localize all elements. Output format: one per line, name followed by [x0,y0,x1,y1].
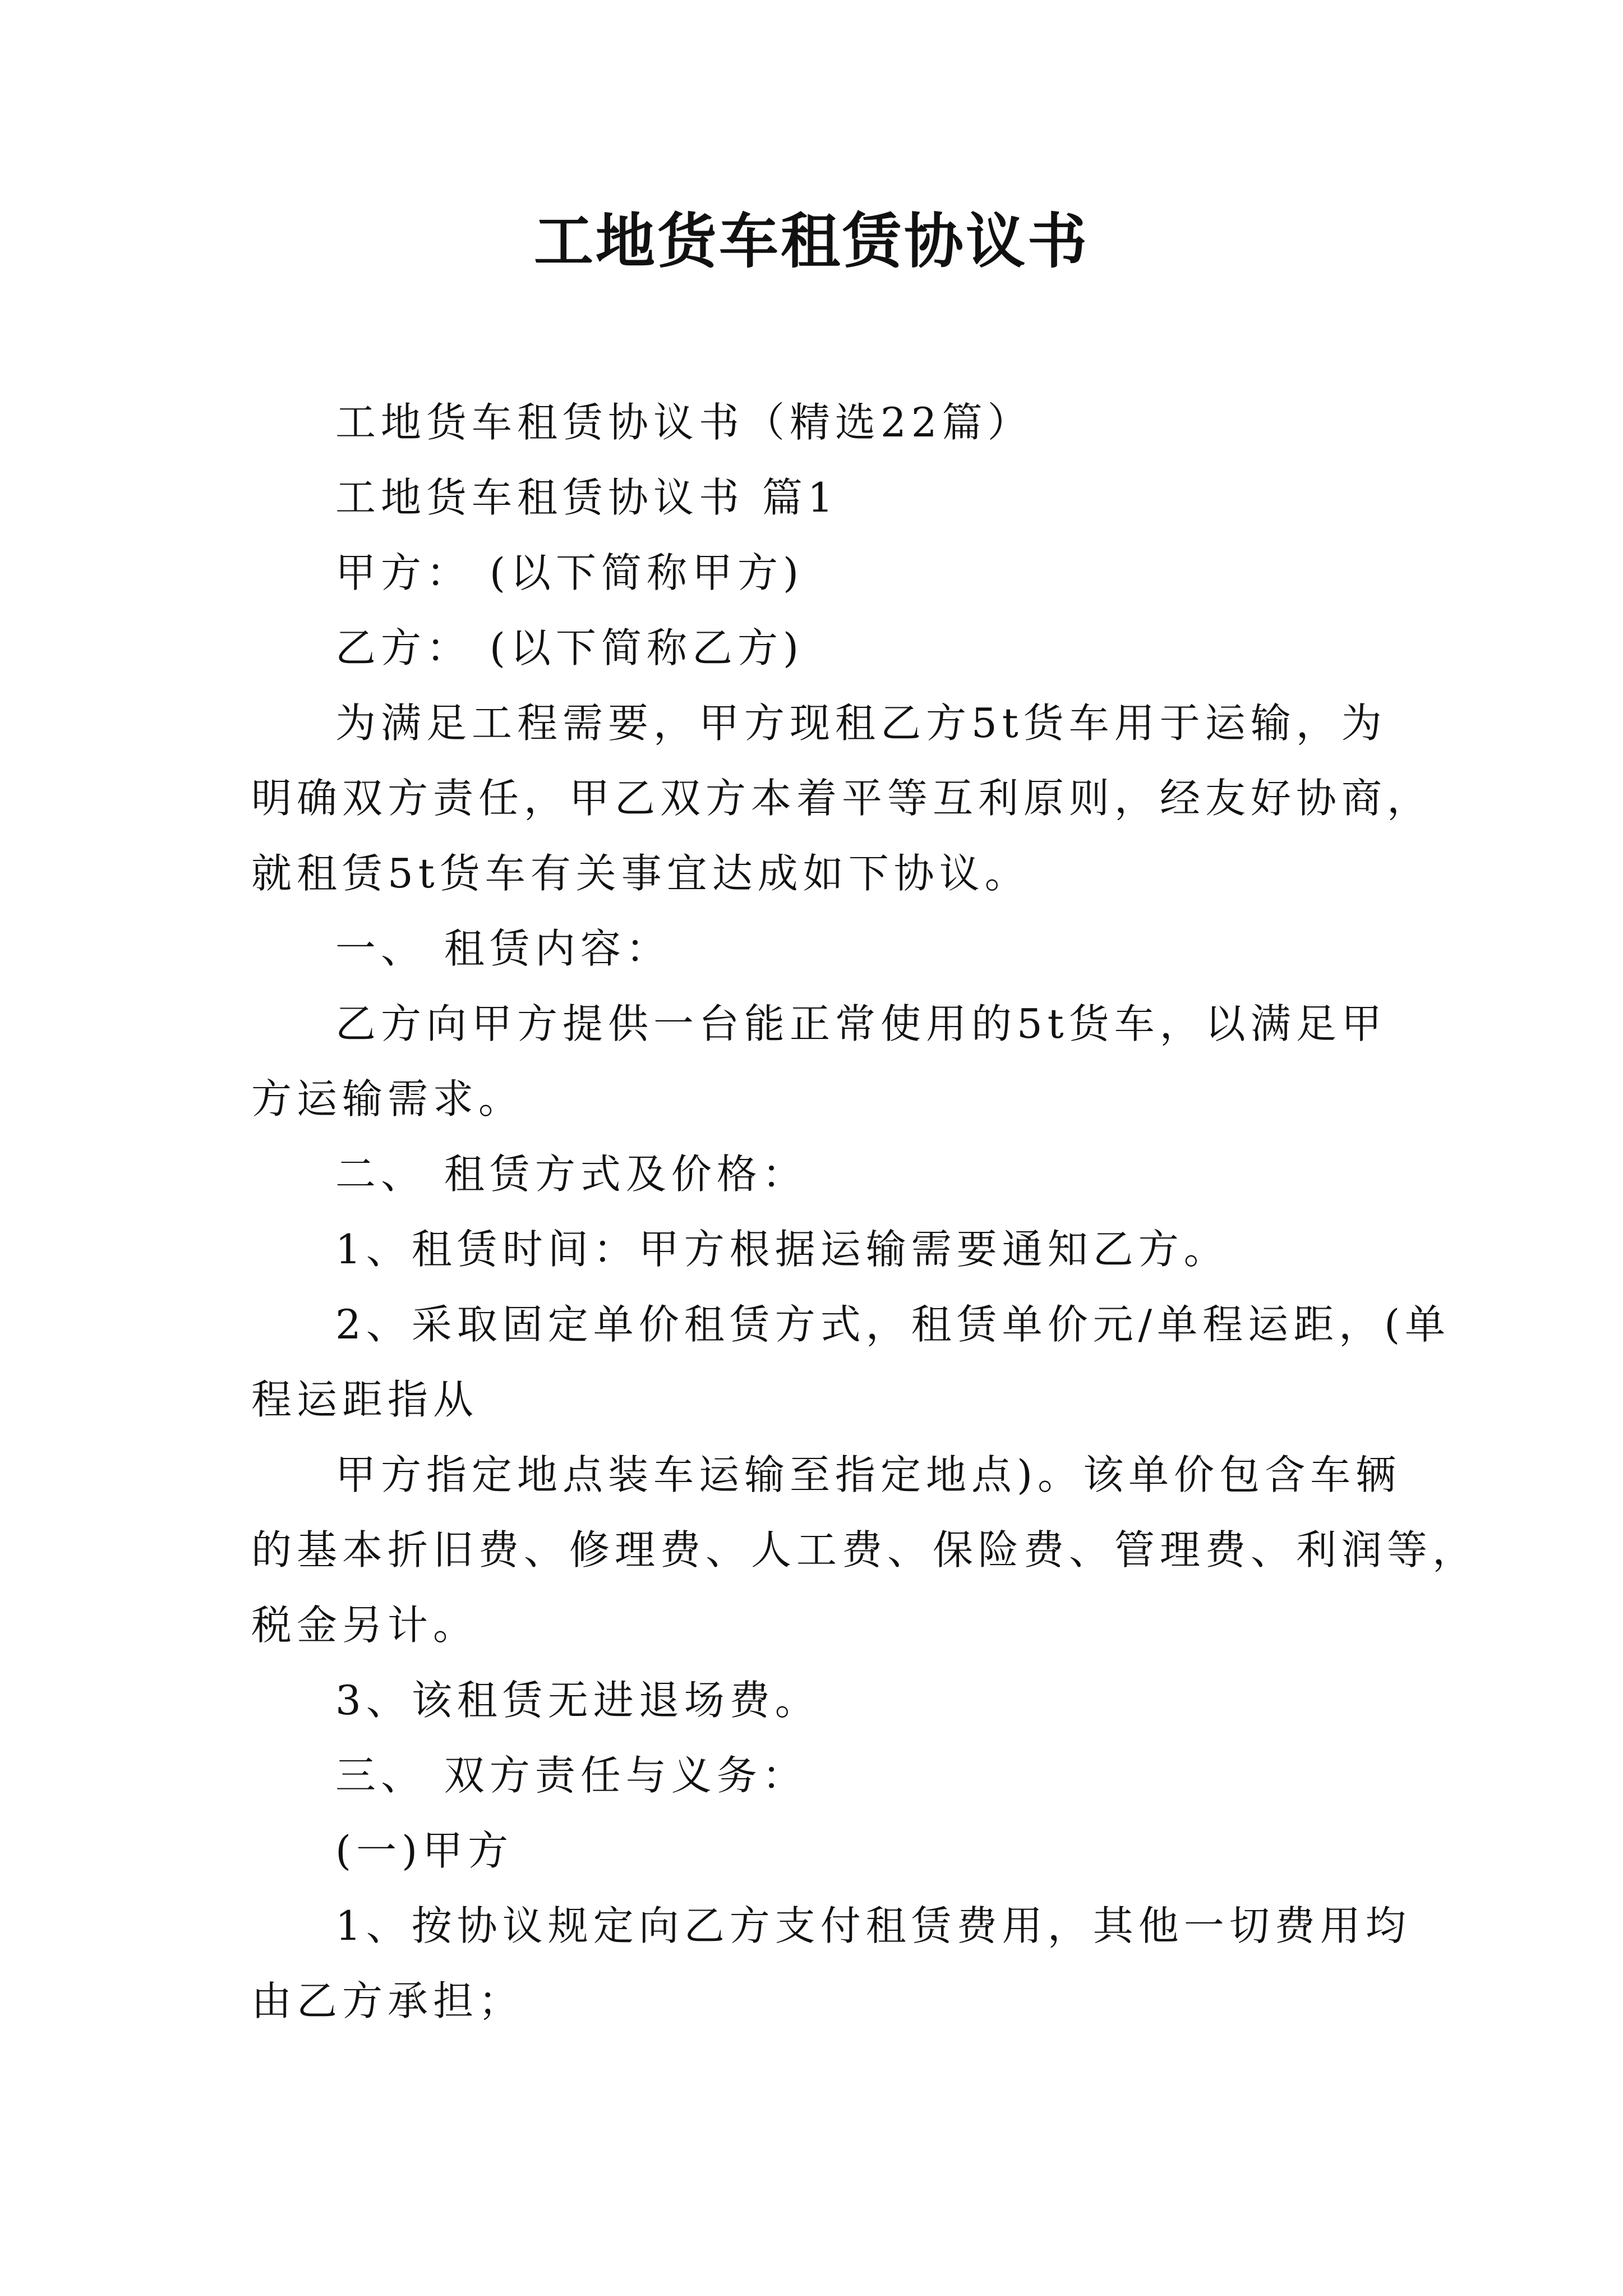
document-line: 甲方： (以下简称甲方) [335,549,804,596]
document-line: 二、 租赁方式及价格： [335,1151,808,1198]
document-line: 为满足工程需要，甲方现租乙方5t货车用于运输，为 [335,700,1387,747]
document-line: 就租赁5t货车有关事宜达成如下协议。 [251,850,1030,897]
document-line: 由乙方承担； [251,1977,524,2024]
document-line: 2、采取固定单价租赁方式，租赁单价元/单程运距，(单 [335,1301,1451,1348]
document-line: 工地货车租赁协议书（精选22篇） [335,399,1033,446]
document-line: 三、 双方责任与义务： [335,1752,808,1799]
document-line: 乙方向甲方提供一台能正常使用的5t货车，以满足甲 [335,1000,1387,1047]
document-line: 1、按协议规定向乙方支付租赁费用，其他一切费用均 [335,1902,1411,1949]
document-line: 1、租赁时间：甲方根据运输需要通知乙方。 [335,1226,1229,1273]
document-line: 工地货车租赁协议书 篇1 [335,474,838,521]
document-line: 的基本折旧费、修理费、人工费、保险费、管理费、利润等， [251,1526,1478,1573]
document-line: 甲方指定地点装车运输至指定地点)。该单价包含车辆 [335,1451,1401,1498]
document-body [251,385,1478,2039]
document-line: (一)甲方 [335,1827,514,1874]
document-line: 方运输需求。 [251,1075,524,1122]
document-title: 工地货车租赁协议书 [534,206,1089,276]
document-line: 一、 租赁内容： [335,925,671,972]
document-line: 程运距指从 [251,1376,479,1423]
document-line: 税金另计。 [251,1602,479,1649]
document-line: 3、该租赁无进退场费。 [335,1677,820,1724]
document-line: 乙方： (以下简称乙方) [335,624,804,671]
document-line: 明确双方责任，甲乙双方本着平等互利原则，经友好协商， [251,775,1433,822]
